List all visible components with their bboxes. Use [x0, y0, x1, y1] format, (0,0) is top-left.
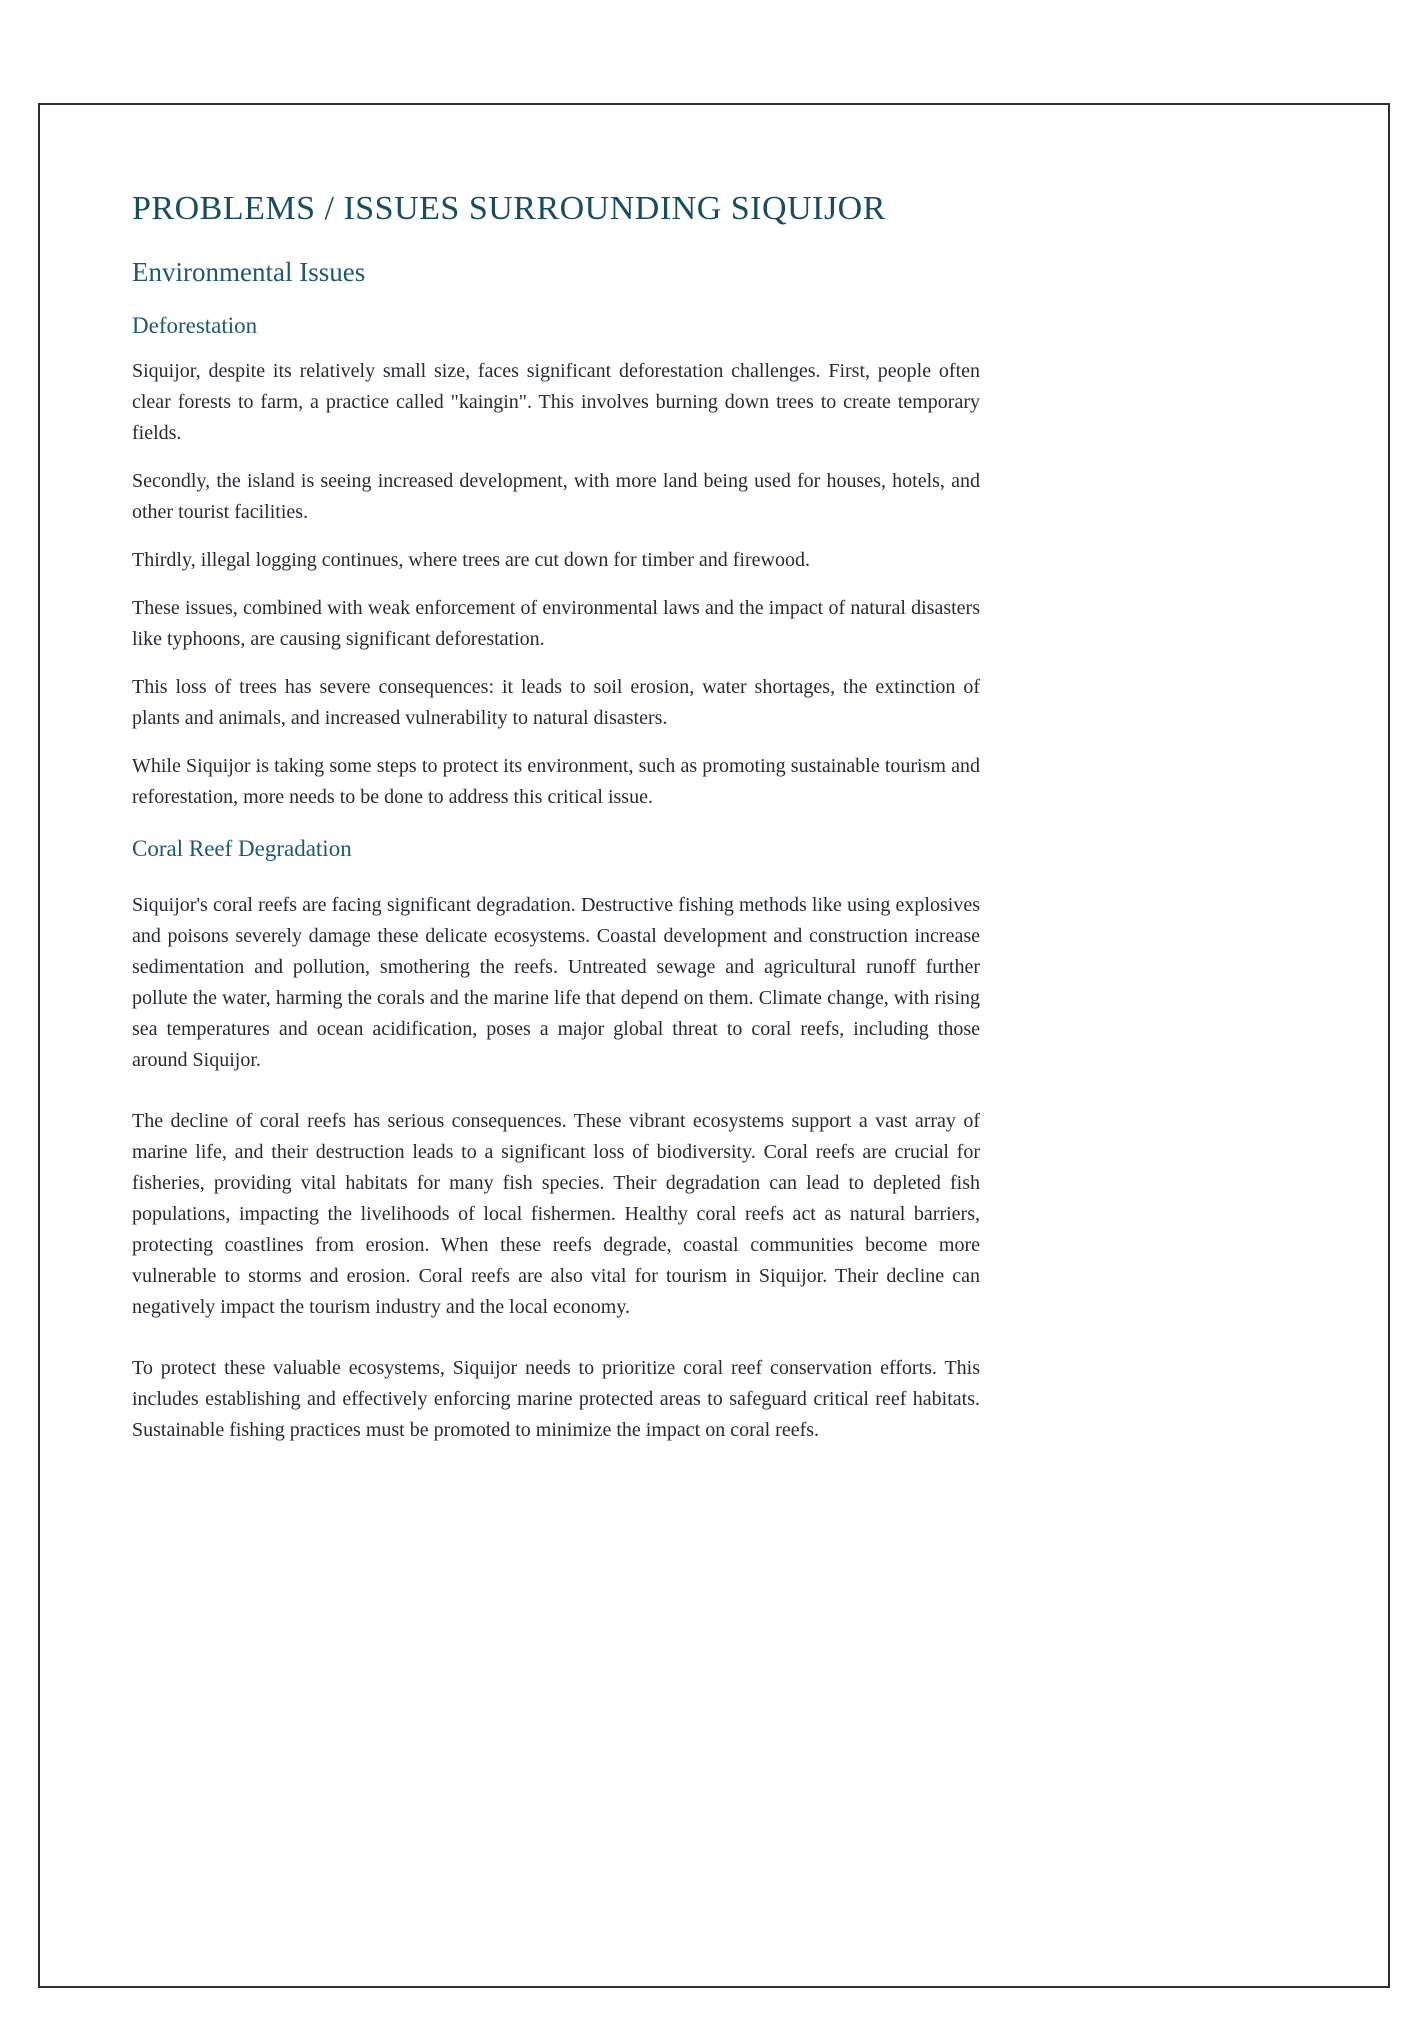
paragraph-deforestation-5: This loss of trees has severe consequences: it leads to soil erosion, water shortages, the extinction of plants and animals, and increased vulnerability to natural disasters.: [132, 675, 980, 729]
page-title: PROBLEMS / ISSUES SURROUNDING SIQUIJOR: [132, 190, 886, 227]
section-heading-environmental-issues: Environmental Issues: [132, 256, 366, 287]
paragraph-coral-2: The decline of coral reefs has serious consequences. These vibrant ecosystems support a vast array of marine life, and their destruction leads to a significant loss of biodiversity. Coral reefs are crucial for fisheries, providing vital habitats for many fish species. Their degradation can lead to depleted fish populations, impacting the livelihoods of local fishermen. Healthy coral reefs act as natural barriers, protecting coastlines from erosion. When these reefs degrade, coastal communities become more vulnerable to storms and erosion. Coral reefs are also vital for tourism in Siquijor. Their decline can negatively impact the tourism industry and the local economy.: [132, 1110, 980, 1319]
paragraph-deforestation-1: Siquijor, despite its relatively small size, faces significant deforestation challenges. First, people often clear forests to farm, a practice called "kaingin". This involves burning down trees to create temporary fields.: [132, 359, 980, 444]
subsection-heading-coral-reef-degradation: Coral Reef Degradation: [132, 835, 352, 861]
document-content: [132, 189, 980, 1446]
page-border: [38, 103, 1390, 1988]
paragraph-deforestation-4: These issues, combined with weak enforcement of environmental laws and the impact of natural disasters like typhoons, are causing significant deforestation.: [132, 596, 980, 650]
subsection-heading-deforestation: Deforestation: [132, 313, 258, 339]
paragraph-coral-1: Siquijor's coral reefs are facing significant degradation. Destructive fishing methods like using explosives and poisons severely damage these delicate ecosystems. Coastal development and construction increase sedimentation and pollution, smothering the reefs. Untreated sewage and agricultural runoff further pollute the water, harming the corals and the marine life that depend on them. Climate change, with rising sea temperatures and ocean acidification, poses a major global threat to coral reefs, including those around Siquijor.: [132, 894, 980, 1072]
paragraph-deforestation-6: While Siquijor is taking some steps to protect its environment, such as promoting sustainable tourism and reforestation, more needs to be done to address this critical issue.: [132, 754, 980, 808]
paragraph-deforestation-2: Secondly, the island is seeing increased development, with more land being used for houses, hotels, and other tourist facilities.: [132, 469, 980, 523]
paragraph-coral-3: To protect these valuable ecosystems, Siquijor needs to prioritize coral reef conservation efforts. This includes establishing and effectively enforcing marine protected areas to safeguard critical reef habitats. Sustainable fishing practices must be promoted to minimize the impact on coral reefs.: [132, 1357, 980, 1442]
paragraph-deforestation-3: Thirdly, illegal logging continues, where trees are cut down for timber and firewood.: [132, 548, 810, 571]
